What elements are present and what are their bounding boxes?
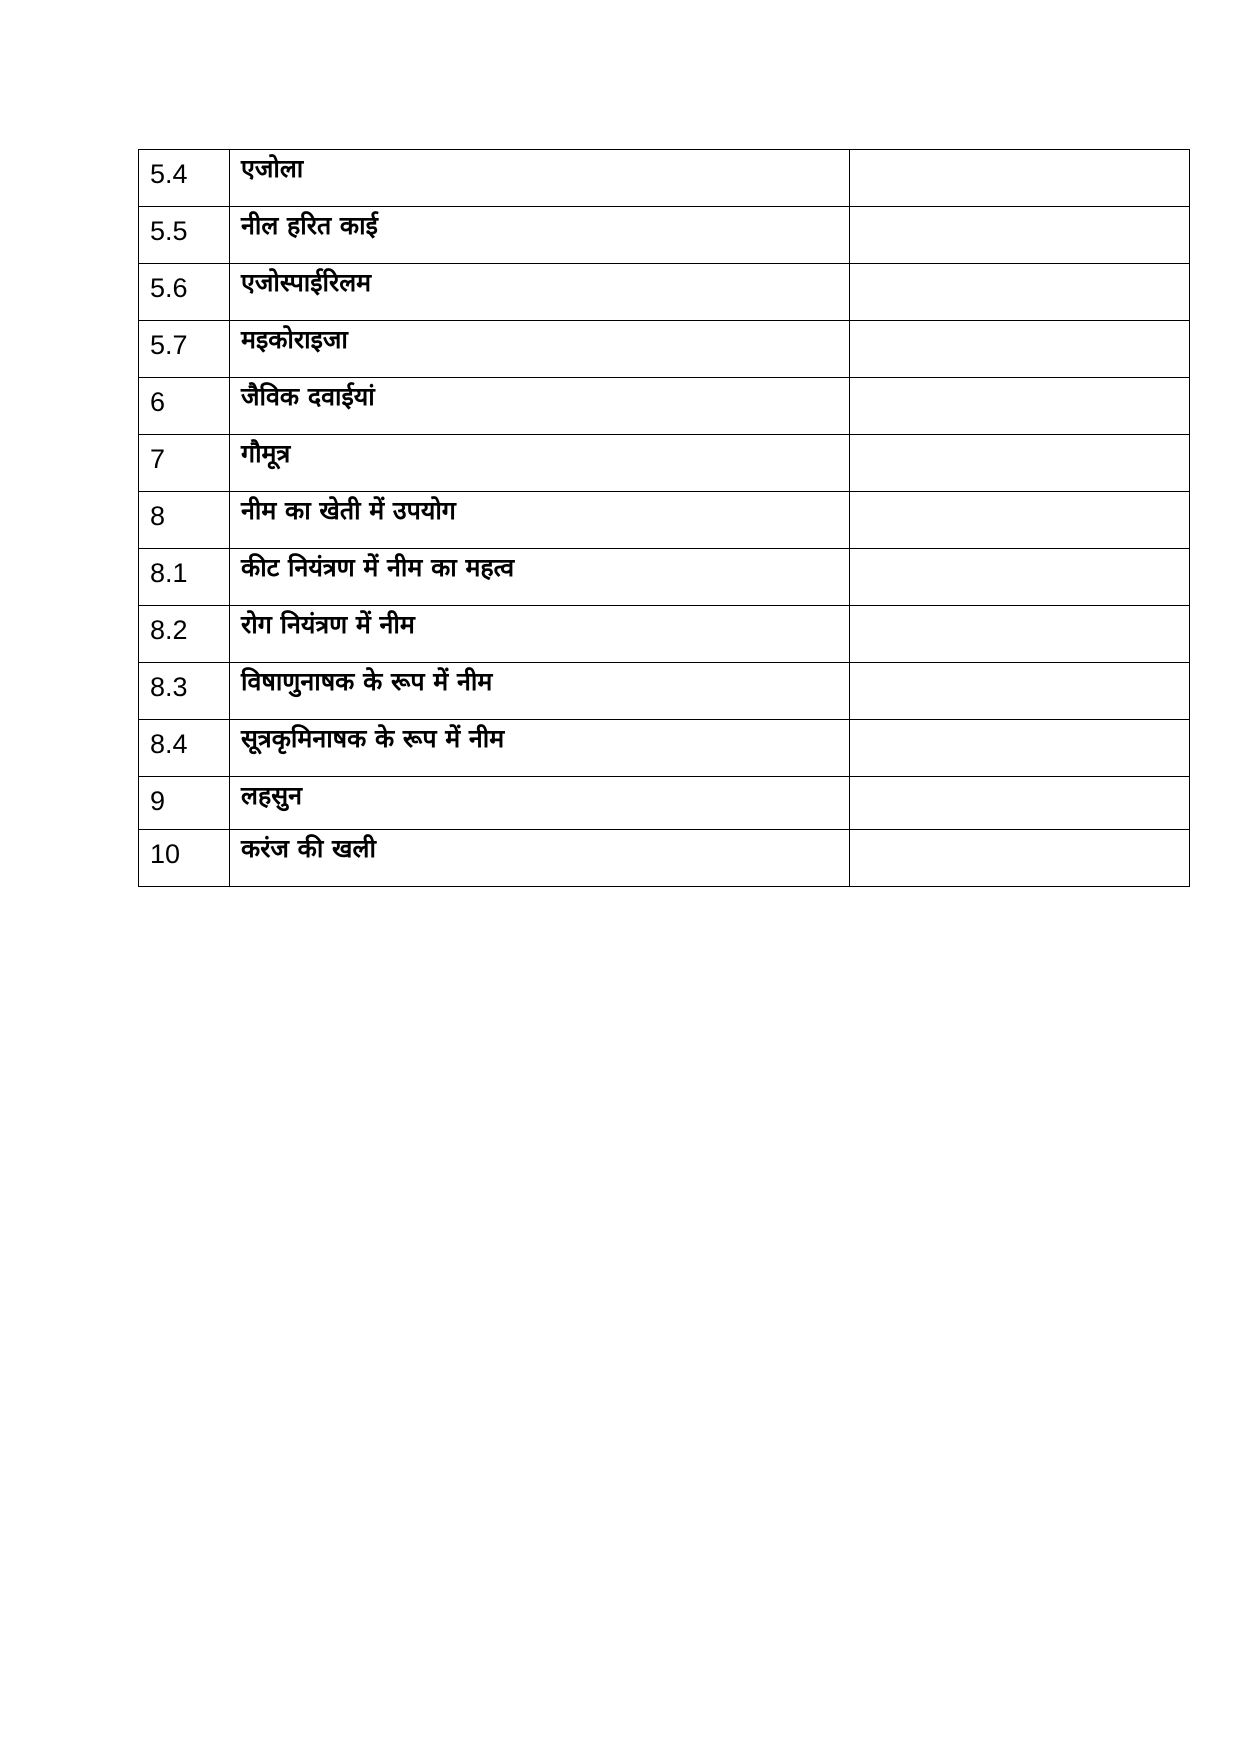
row-page-cell: [850, 549, 1190, 606]
row-number: 6: [139, 378, 230, 435]
row-title: सूत्रकृमिनाषक के रूप में नीम: [230, 720, 850, 777]
row-title: लहसुन: [230, 777, 850, 830]
table-row: [139, 321, 1190, 378]
table-row: [139, 435, 1190, 492]
table-row: [139, 150, 1190, 207]
row-page-cell: [850, 264, 1190, 321]
row-title: कीट नियंत्रण में नीम का महत्व: [230, 549, 850, 606]
row-title: जैविक दवाईयां: [230, 378, 850, 435]
row-title: नीम का खेती में उपयोग: [230, 492, 850, 549]
row-title: एजोस्पाईरिलम: [230, 264, 850, 321]
table-row: [139, 207, 1190, 264]
row-page-cell: [850, 663, 1190, 720]
table-row: [139, 830, 1190, 887]
contents-table: [138, 149, 1190, 887]
row-title: गौमूत्र: [230, 435, 850, 492]
row-page-cell: [850, 378, 1190, 435]
row-number: 5.6: [139, 264, 230, 321]
row-number: 5.4: [139, 150, 230, 207]
table-row: [139, 777, 1190, 830]
row-page-cell: [850, 321, 1190, 378]
table-row: [139, 492, 1190, 549]
row-number: 8.1: [139, 549, 230, 606]
row-page-cell: [850, 492, 1190, 549]
table-row: [139, 378, 1190, 435]
row-number: 10: [139, 830, 230, 887]
row-number: 8.4: [139, 720, 230, 777]
row-number: 8.3: [139, 663, 230, 720]
row-page-cell: [850, 606, 1190, 663]
row-number: 5.5: [139, 207, 230, 264]
row-page-cell: [850, 150, 1190, 207]
table-row: [139, 606, 1190, 663]
row-title: मइकोराइजा: [230, 321, 850, 378]
row-page-cell: [850, 830, 1190, 887]
row-number: 7: [139, 435, 230, 492]
row-title: विषाणुनाषक के रूप में नीम: [230, 663, 850, 720]
table-row: [139, 264, 1190, 321]
row-page-cell: [850, 777, 1190, 830]
table-row: [139, 549, 1190, 606]
table-row: [139, 663, 1190, 720]
row-page-cell: [850, 207, 1190, 264]
table-row: [139, 720, 1190, 777]
row-page-cell: [850, 720, 1190, 777]
row-number: 5.7: [139, 321, 230, 378]
row-page-cell: [850, 435, 1190, 492]
row-number: 8: [139, 492, 230, 549]
row-title: रोग नियंत्रण में नीम: [230, 606, 850, 663]
row-number: 8.2: [139, 606, 230, 663]
row-title: करंज की खली: [230, 830, 850, 887]
row-title: एजोला: [230, 150, 850, 207]
row-title: नील हरित काई: [230, 207, 850, 264]
row-number: 9: [139, 777, 230, 830]
